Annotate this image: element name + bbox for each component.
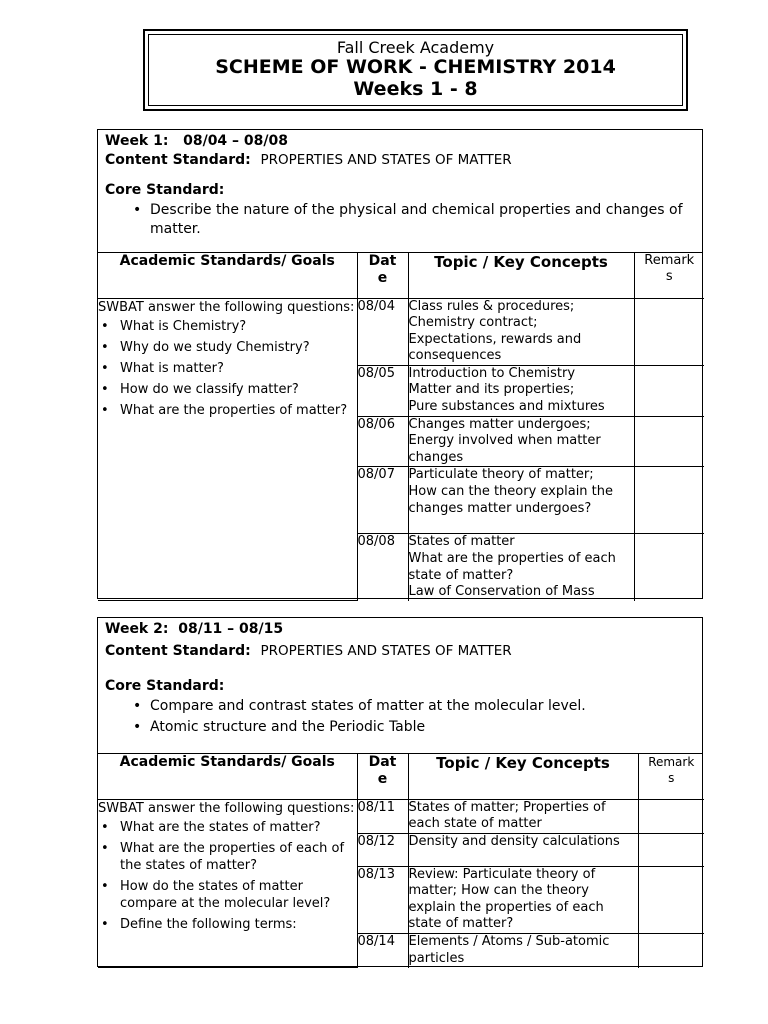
topic-cell	[408, 298, 634, 365]
week-2-schedule-table	[98, 754, 704, 968]
topic-cell	[408, 934, 638, 968]
table-header-row	[98, 754, 704, 799]
date-cell: 08/13	[357, 866, 408, 933]
goal-item: • What are the properties of matter?	[98, 402, 357, 419]
topic-cell	[408, 866, 638, 933]
goals-intro: SWBAT answer the following questions:	[98, 800, 355, 816]
goals-list	[98, 819, 357, 933]
goal-item: • How do the states of matter compare at the molecular level?	[98, 878, 357, 912]
goals-cell	[98, 799, 357, 968]
topic-line: Density and density calculations	[408, 833, 620, 849]
date-cell: 08/14	[357, 934, 408, 968]
remarks-cell[interactable]	[638, 866, 704, 933]
col-header-goals: Academic Standards/ Goals	[98, 754, 357, 799]
weeks-range: Weeks 1 - 8	[353, 78, 478, 100]
core-standard-list	[105, 201, 695, 239]
content-standard-value: PROPERTIES AND STATES OF MATTER	[260, 152, 512, 168]
topic-line: Chemistry contract;	[408, 315, 538, 331]
topic-line: Introduction to Chemistry	[408, 365, 576, 381]
content-standard-value: PROPERTIES AND STATES OF MATTER	[260, 643, 512, 659]
document-title: SCHEME OF WORK - CHEMISTRY 2014	[215, 56, 616, 78]
week-2-info	[98, 618, 702, 754]
topic-cell	[408, 416, 634, 467]
remarks-cell[interactable]	[634, 416, 704, 467]
topic-line: Law of Conservation of Mass	[408, 584, 595, 600]
col-header-topic: Topic / Key Concepts	[408, 754, 638, 799]
topic-line: Class rules & procedures;	[408, 298, 575, 314]
remarks-cell[interactable]	[634, 467, 704, 534]
goal-item: • Why do we study Chemistry?	[98, 339, 357, 356]
topic-line: Energy involved when matter changes	[408, 433, 601, 465]
document-header	[143, 29, 688, 111]
remarks-cell[interactable]	[638, 799, 704, 833]
core-standard-label: Core Standard:	[105, 678, 225, 694]
content-standard-label: Content Standard:	[105, 643, 251, 659]
remarks-cell[interactable]	[638, 934, 704, 968]
remarks-cell[interactable]	[634, 534, 704, 601]
school-name: Fall Creek Academy	[336, 38, 495, 57]
week-2-title	[105, 621, 695, 638]
goal-item: • What are the states of matter?	[98, 819, 357, 836]
date-cell: 08/05	[357, 365, 408, 416]
date-cell: 08/07	[357, 467, 408, 534]
col-header-remarks: Remark s	[638, 754, 704, 799]
week-label: Week 1:	[105, 133, 169, 149]
col-header-date: Dat e	[357, 253, 408, 298]
col-header-goals: Academic Standards/ Goals	[98, 253, 357, 298]
week-range: 08/04 – 08/08	[183, 133, 288, 149]
week-1-title	[105, 133, 695, 150]
topic-cell	[408, 534, 634, 601]
topic-line: States of matter	[408, 534, 515, 550]
goal-item: • Define the following terms:	[98, 916, 357, 933]
goals-list	[98, 318, 357, 419]
goals-cell	[98, 298, 357, 601]
col-header-remarks: Remark s	[634, 253, 704, 298]
topic-line: Elements / Atoms / Sub-atomic particles	[408, 934, 610, 966]
topic-cell	[408, 833, 638, 866]
topic-line: Expectations, rewards and consequences	[408, 331, 582, 364]
goal-item: • What are the properties of each of the states of matter?	[98, 840, 357, 874]
week-1-schedule-table	[98, 253, 704, 601]
week-2-block	[97, 617, 703, 967]
goal-item: • What is Chemistry?	[98, 318, 357, 335]
date-cell: 08/06	[357, 416, 408, 467]
goal-item: • What is matter?	[98, 360, 357, 377]
core-standard-item: • Describe the nature of the physical and chemical properties and changes of matter.	[105, 201, 695, 239]
week-range: 08/11 – 08/15	[178, 621, 284, 637]
remarks-cell[interactable]	[634, 298, 704, 365]
remarks-cell[interactable]	[634, 365, 704, 416]
date-cell: 08/04	[357, 298, 408, 365]
core-standard-item: • Atomic structure and the Periodic Table	[105, 718, 695, 737]
core-standard-label: Core Standard:	[105, 182, 225, 198]
topic-line: Pure substances and mixtures	[408, 399, 605, 415]
content-standard-label: Content Standard:	[105, 152, 251, 168]
col-header-date: Dat e	[357, 754, 408, 799]
week-1-info	[98, 130, 702, 253]
table-row	[98, 298, 704, 365]
topic-line: What are the properties of each state of matter?	[408, 551, 616, 583]
topic-line: Changes matter undergoes;	[408, 416, 591, 432]
goal-item: • How do we classify matter?	[98, 381, 357, 398]
header-inner-border	[148, 34, 683, 106]
topic-cell	[408, 365, 634, 416]
table-row	[98, 799, 704, 833]
topic-line: Matter and its properties;	[408, 382, 575, 398]
core-standard-list	[105, 697, 695, 737]
topic-line: Review: Particulate theory of matter; How can the theory explain the properties of each state of matter?	[408, 866, 604, 932]
core-standard-item: • Compare and contrast states of matter at the molecular level.	[105, 697, 695, 716]
remarks-cell[interactable]	[638, 833, 704, 866]
week-1-block	[97, 129, 703, 599]
topic-line: How can the theory explain the changes matter undergoes?	[408, 484, 614, 516]
date-cell: 08/08	[357, 534, 408, 601]
week-label: Week 2:	[105, 621, 169, 637]
topic-line: Particulate theory of matter;	[408, 467, 594, 483]
topic-line: States of matter; Properties of each state of matter	[408, 799, 606, 832]
goals-intro: SWBAT answer the following questions:	[98, 299, 355, 315]
col-header-topic: Topic / Key Concepts	[408, 253, 634, 298]
topic-cell	[408, 467, 634, 534]
content-standard	[105, 152, 695, 169]
content-standard	[105, 643, 695, 660]
topic-cell	[408, 799, 638, 833]
date-cell: 08/11	[357, 799, 408, 833]
date-cell: 08/12	[357, 833, 408, 866]
table-header-row	[98, 253, 704, 298]
